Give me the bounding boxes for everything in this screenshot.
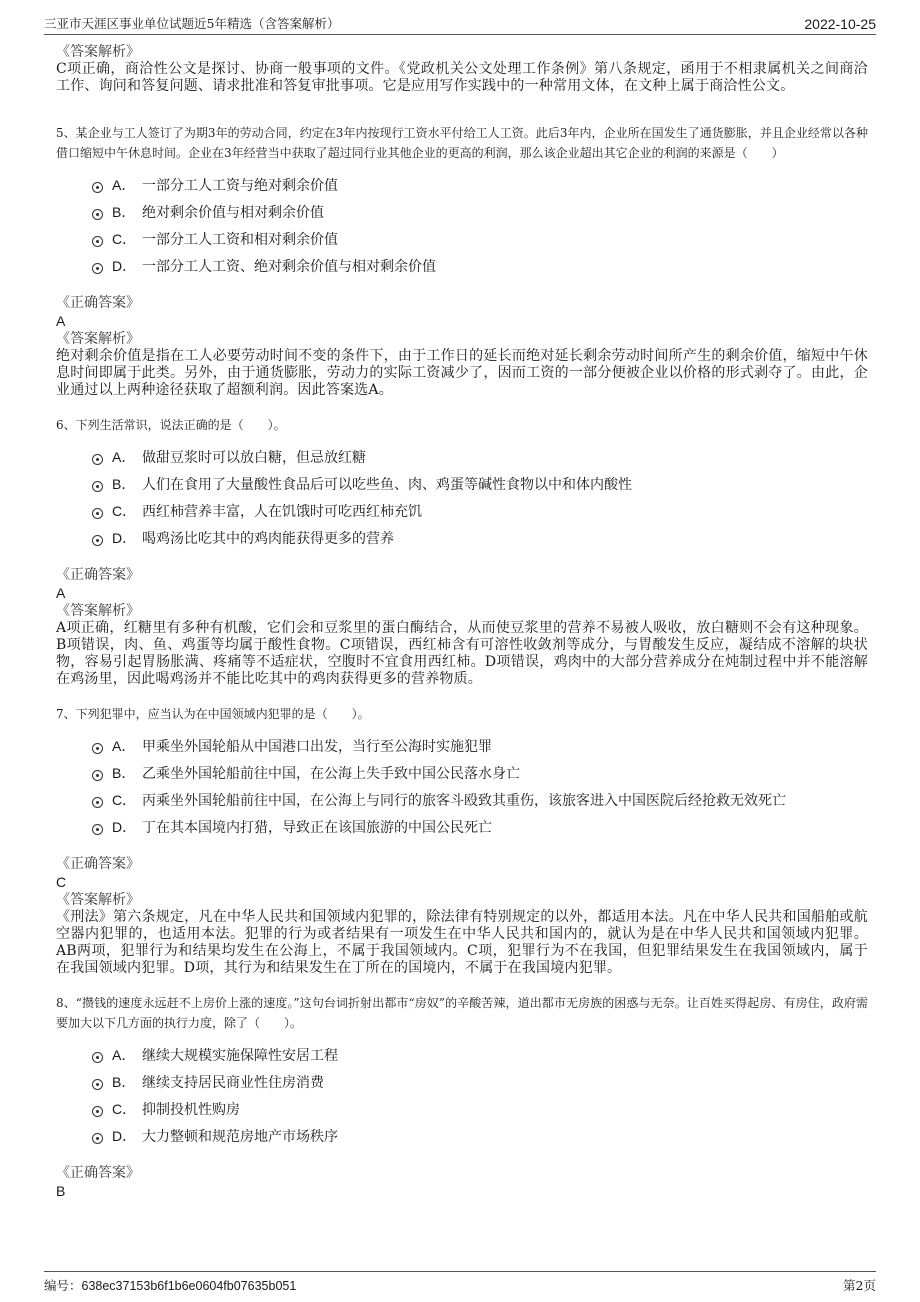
- option-d[interactable]: [92, 252, 868, 279]
- document-id: 编号：638ec37153b6f1b6e0604fb07635b051: [44, 1279, 297, 1293]
- option-text: 继续支持居民商业性住房消费: [142, 1074, 324, 1091]
- correct-answer: A: [56, 585, 66, 601]
- option-d[interactable]: [92, 1122, 868, 1149]
- option-letter: C．: [112, 1100, 137, 1117]
- option-text: 继续大规模实施保障性安居工程: [142, 1047, 338, 1064]
- answer-label: 《正确答案》: [56, 567, 140, 583]
- analysis-label: 《答案解析》: [56, 603, 140, 619]
- correct-answer: B: [56, 1183, 66, 1199]
- page-number: 第2页: [843, 1278, 876, 1293]
- radio-icon[interactable]: [92, 263, 103, 274]
- option-letter: A．: [112, 448, 136, 465]
- option-a[interactable]: [92, 443, 868, 470]
- page-header: [44, 10, 876, 35]
- option-text: 一部分工人工资、绝对剩余价值与相对剩余价值: [142, 258, 436, 275]
- option-c[interactable]: [92, 786, 868, 813]
- radio-icon[interactable]: [92, 1079, 103, 1090]
- analysis-label: 《答案解析》: [56, 331, 140, 347]
- option-letter: C．: [112, 502, 137, 519]
- page-content: [56, 44, 868, 1201]
- option-letter: B．: [112, 475, 136, 492]
- option-text: 抑制投机性购房: [142, 1101, 240, 1118]
- option-letter: A．: [112, 176, 136, 193]
- option-list: [92, 443, 868, 551]
- question-text: 7、下列犯罪中，应当认为在中国领域内犯罪的是（ ）。: [56, 707, 370, 721]
- option-a[interactable]: [92, 1041, 868, 1068]
- analysis-text: 《刑法》第六条规定，凡在中华人民共和国领域内犯罪的，除法律有特别规定的以外，都适用本法。凡在中华人民共和国船舶或航空器内犯罪的，也适用本法。犯罪的行为或者结果有一项发生在中华人民共和国内的，就认为是在中华人民共和国领域内犯罪。AB两项，犯罪行为和结果均发生在公海上，不属于我国领域内。C项，犯罪行为不在我国，但犯罪结果发生在我国领域内，属于在我国领域内犯罪。D项，其行为和结果发生在丁所在的国境内，不属于在我国境内犯罪。: [56, 909, 868, 976]
- question-block-5: [56, 123, 868, 399]
- correct-answer: A: [56, 313, 66, 329]
- option-letter: C．: [112, 791, 137, 808]
- option-c[interactable]: [92, 497, 868, 524]
- option-c[interactable]: [92, 225, 868, 252]
- option-c[interactable]: [92, 1095, 868, 1122]
- radio-icon[interactable]: [92, 770, 103, 781]
- radio-icon[interactable]: [92, 1052, 103, 1063]
- option-list: [92, 732, 868, 840]
- question-text: 8、“攒钱的速度永远赶不上房价上涨的速度。”这句台词折射出都市“房奴”的辛酸苦辣，道出都市无房族的困惑与无奈。让百姓买得起房、有房住，政府需要加大以下几方面的执行力度，除了（ ）。: [56, 996, 868, 1030]
- option-a[interactable]: [92, 171, 868, 198]
- option-text: 人们在食用了大量酸性食品后可以吃些鱼、肉、鸡蛋等碱性食物以中和体内酸性: [142, 476, 632, 493]
- analysis-text: C项正确，商洽性公文是探讨、协商一般事项的文件。《党政机关公文处理工作条例》第八条规定，函用于不相隶属机关之间商洽工作、询问和答复问题、请求批准和答复审批事项。它是应用写作实践中的一种常用文体，在文种上属于商洽性公文。: [56, 61, 868, 94]
- option-text: 西红柿营养丰富，人在饥饿时可吃西红柿充饥: [142, 503, 422, 520]
- option-text: 乙乘坐外国轮船前往中国，在公海上失手致中国公民落水身亡: [142, 765, 520, 782]
- option-letter: D．: [112, 529, 137, 546]
- option-letter: B．: [112, 1073, 136, 1090]
- analysis-text: A项正确，红糖里有多种有机酸，它们会和豆浆里的蛋白酶结合，从而使豆浆里的营养不易被人吸收，放白糖则不会有这种现象。B项错误，肉、鱼、鸡蛋等均属于酸性食物。C项错误，西红柿含有可溶性收敛剂等成分，与胃酸发生反应，凝结成不溶解的块状物，容易引起胃肠胀满、疼痛等不适症状，空腹时不宜食用西红柿。D项错误，鸡肉中的大部分营养成分在炖制过程中并不能溶解在鸡汤里，因此喝鸡汤并不能比吃其中的鸡肉获得更多的营养物质。: [56, 620, 868, 687]
- option-b[interactable]: [92, 470, 868, 497]
- option-letter: D．: [112, 257, 137, 274]
- radio-icon[interactable]: [92, 209, 103, 220]
- answer-label: 《正确答案》: [56, 856, 140, 872]
- option-text: 做甜豆浆时可以放白糖，但忌放红糖: [142, 449, 366, 466]
- option-text: 大力整顿和规范房地产市场秩序: [142, 1128, 338, 1145]
- option-letter: C．: [112, 230, 137, 247]
- radio-icon[interactable]: [92, 182, 103, 193]
- option-text: 丁在其本国境内打猎，导致正在该国旅游的中国公民死亡: [142, 819, 492, 836]
- answer-label: 《正确答案》: [56, 295, 140, 311]
- option-text: 甲乘坐外国轮船从中国港口出发，当行至公海时实施犯罪: [142, 738, 492, 755]
- option-text: 丙乘坐外国轮船前往中国，在公海上与同行的旅客斗殴致其重伤，该旅客进入中国医院后经抢救无效死亡: [142, 792, 786, 809]
- radio-icon[interactable]: [92, 743, 103, 754]
- radio-icon[interactable]: [92, 1133, 103, 1144]
- option-a[interactable]: [92, 732, 868, 759]
- option-d[interactable]: [92, 524, 868, 551]
- analysis-label: 《答案解析》: [56, 44, 140, 60]
- radio-icon[interactable]: [92, 454, 103, 465]
- question-text: 6、下列生活常识，说法正确的是（ ）。: [56, 418, 286, 432]
- radio-icon[interactable]: [92, 535, 103, 546]
- analysis-text: 绝对剩余价值是指在工人必要劳动时间不变的条件下，由于工作日的延长而绝对延长剩余劳动时间所产生的剩余价值，缩短中午休息时间即属于此类。另外，由于通货膨胀，劳动力的实际工资减少了，因而工资的一部分便被企业以价格的形式剥夺了。由此，企业通过以上两种途径获取了超额利润。因此答案选A。: [56, 348, 868, 398]
- page-footer: [44, 1271, 876, 1294]
- radio-icon[interactable]: [92, 824, 103, 835]
- option-b[interactable]: [92, 759, 868, 786]
- question-block-7: [56, 704, 868, 977]
- option-letter: B．: [112, 203, 136, 220]
- option-letter: D．: [112, 818, 137, 835]
- option-text: 一部分工人工资与绝对剩余价值: [142, 177, 338, 194]
- option-letter: A．: [112, 1046, 136, 1063]
- option-b[interactable]: [92, 1068, 868, 1095]
- option-d[interactable]: [92, 813, 868, 840]
- radio-icon[interactable]: [92, 1106, 103, 1117]
- radio-icon[interactable]: [92, 236, 103, 247]
- option-letter: B．: [112, 764, 136, 781]
- question-block-6: [56, 415, 868, 688]
- option-list: [92, 1041, 868, 1149]
- analysis-label: 《答案解析》: [56, 892, 140, 908]
- document-date: 2022-10-25: [804, 16, 876, 32]
- radio-icon[interactable]: [92, 481, 103, 492]
- option-letter: A．: [112, 737, 136, 754]
- document-title: 三亚市天涯区事业单位试题近5年精选（含答案解析）: [44, 16, 340, 31]
- radio-icon[interactable]: [92, 797, 103, 808]
- option-list: [92, 171, 868, 279]
- option-text: 一部分工人工资和相对剩余价值: [142, 231, 338, 248]
- answer-label: 《正确答案》: [56, 1165, 140, 1181]
- option-letter: D．: [112, 1127, 137, 1144]
- question-block-8: [56, 993, 868, 1201]
- option-text: 绝对剩余价值与相对剩余价值: [142, 204, 324, 221]
- question-text: 5、某企业与工人签订了为期3年的劳动合同，约定在3年内按现行工资水平付给工人工资。此后3年内，企业所在国发生了通货膨胀，并且企业经常以各种借口缩短中午休息时间。企业在3年经营当中获取了超过同行业其他企业的更高的利润，那么该企业超出其它企业的利润的来源是（ ）: [56, 126, 868, 160]
- correct-answer: C: [56, 874, 67, 890]
- option-text: 喝鸡汤比吃其中的鸡肉能获得更多的营养: [142, 530, 394, 547]
- option-b[interactable]: [92, 198, 868, 225]
- radio-icon[interactable]: [92, 508, 103, 519]
